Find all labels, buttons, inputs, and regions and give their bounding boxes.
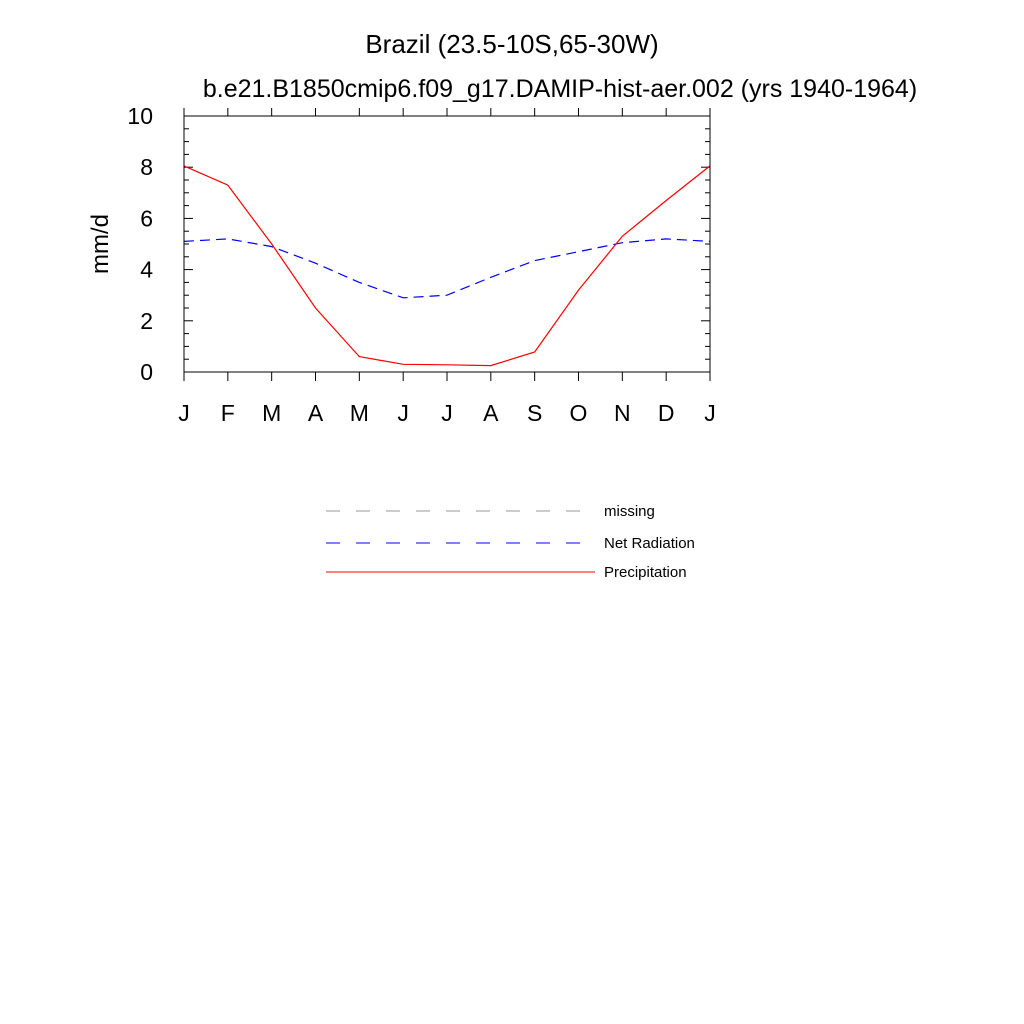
y-tick-label: 2 — [140, 307, 153, 334]
x-tick-label: J — [397, 400, 409, 426]
y-axis-label: mm/d — [87, 214, 114, 274]
y-tick-label: 10 — [127, 103, 153, 129]
legend — [326, 503, 695, 581]
y-tick-label: 8 — [140, 154, 153, 181]
x-tick-label: O — [569, 400, 588, 426]
x-tick-label: J — [178, 400, 190, 426]
x-tick-label: D — [657, 400, 675, 426]
y-tick-label: 6 — [140, 205, 153, 232]
y-tick-labels — [127, 103, 153, 385]
x-tick-labels — [178, 400, 716, 426]
x-tick-label: A — [483, 400, 499, 426]
x-tick-label: F — [220, 400, 235, 426]
y-tick-label: 0 — [140, 359, 153, 385]
x-tick-label: J — [441, 400, 453, 426]
legend-label: Net Radiation — [604, 535, 695, 552]
series-lines — [184, 166, 710, 366]
x-tick-label: J — [704, 400, 716, 426]
legend-label: Precipitation — [604, 564, 687, 581]
chart-title: Brazil (23.5-10S,65-30W) — [365, 29, 659, 59]
legend-label: missing — [604, 503, 655, 520]
x-tick-label: N — [614, 400, 631, 426]
series-line-net-radiation — [184, 239, 710, 298]
axis-ticks — [184, 108, 710, 381]
x-tick-label: A — [307, 400, 324, 426]
series-line-precipitation — [184, 166, 710, 366]
x-tick-label: M — [262, 400, 282, 426]
chart-subtitle: b.e21.B1850cmip6.f09_g17.DAMIP-hist-aer.002 (yrs 1940-1964) — [202, 75, 918, 103]
plot-frame — [184, 116, 710, 372]
x-tick-label: M — [349, 400, 369, 426]
x-tick-label: S — [526, 400, 543, 426]
y-tick-label: 4 — [140, 256, 153, 283]
